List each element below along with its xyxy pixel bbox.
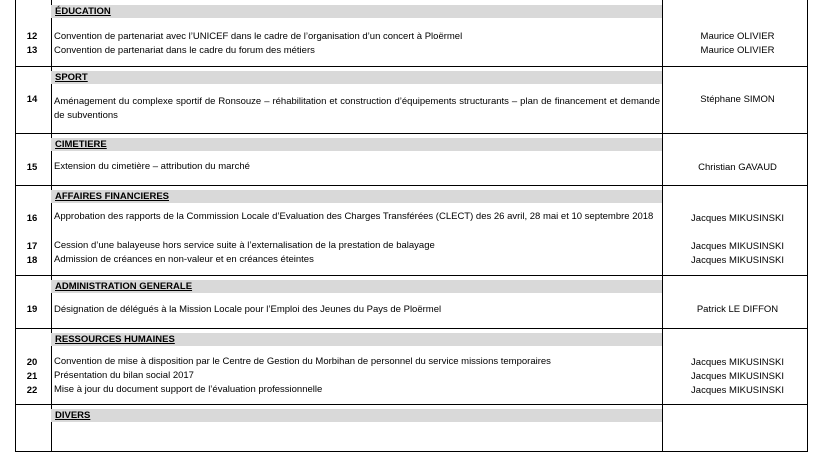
item-number: 17 bbox=[26, 241, 38, 252]
item-number: 19 bbox=[26, 304, 38, 315]
item-presenter: Jacques MIKUSINSKI bbox=[691, 213, 784, 224]
item-presenter: Jacques MIKUSINSKI bbox=[691, 241, 784, 252]
item-presenter: Maurice OLIVIER bbox=[700, 31, 775, 42]
table-row-border bbox=[15, 328, 808, 329]
item-number: 15 bbox=[26, 162, 38, 173]
section-title bbox=[51, 138, 662, 151]
item-subject: Convention de partenariat avec l’UNICEF dans le cadre de l’organisation d’un concert à Ploërmel bbox=[54, 31, 463, 42]
item-subject: Extension du cimetière – attribution du marché bbox=[54, 161, 250, 172]
table-row-border bbox=[15, 451, 808, 452]
section-title-label: ADMINISTRATION GENERALE bbox=[55, 281, 193, 292]
item-subject: Mise à jour du document support de l’évaluation professionnelle bbox=[54, 384, 323, 395]
item-subject: Convention de mise à disposition par le Centre de Gestion du Morbihan de personnel du service missions temporaires bbox=[54, 356, 551, 367]
item-number: 12 bbox=[26, 31, 38, 42]
item-presenter: Patrick LE DIFFON bbox=[696, 304, 779, 315]
item-number: 16 bbox=[26, 213, 38, 224]
section-title bbox=[51, 333, 662, 346]
item-presenter: Stéphane SIMON bbox=[700, 94, 775, 105]
table-row-border bbox=[15, 185, 808, 186]
item-subject: Approbation des rapports de la Commission Locale d’Evaluation des Charges Transférées (CLECT) des 26 avril, 28 mai et 10 septembre 2018 bbox=[54, 211, 654, 222]
item-number: 22 bbox=[26, 385, 38, 396]
item-subject: Cession d’une balayeuse hors service suite à l’externalisation de la prestation de balayage bbox=[54, 240, 435, 251]
section-title-label: RESSOURCES HUMAINES bbox=[55, 334, 175, 345]
item-subject: Convention de partenariat dans le cadre du forum des métiers bbox=[54, 45, 315, 56]
section-title-label: CIMETIERE bbox=[55, 139, 107, 150]
section-title bbox=[51, 409, 662, 422]
table-row-border bbox=[15, 404, 808, 405]
table-column-border bbox=[51, 0, 52, 452]
section-title-label: AFFAIRES FINANCIERES bbox=[55, 191, 170, 202]
item-presenter: Jacques MIKUSINSKI bbox=[691, 255, 784, 266]
item-number: 20 bbox=[26, 357, 38, 368]
item-presenter: Jacques MIKUSINSKI bbox=[691, 385, 784, 396]
item-subject: Désignation de délégués à la Mission Locale pour l’Emploi des Jeunes du Pays de Ploërmel bbox=[54, 304, 442, 315]
item-number: 18 bbox=[26, 255, 38, 266]
section-title bbox=[51, 190, 662, 203]
section-title bbox=[51, 5, 662, 18]
section-title-label: SPORT bbox=[55, 72, 88, 83]
item-number: 21 bbox=[26, 371, 38, 382]
item-subject: Admission de créances en non-valeur et en créances éteintes bbox=[54, 254, 314, 265]
item-presenter: Jacques MIKUSINSKI bbox=[691, 371, 784, 382]
section-title bbox=[51, 280, 662, 293]
item-number: 14 bbox=[26, 94, 38, 105]
item-number: 13 bbox=[26, 45, 38, 56]
item-subject: Aménagement du complexe sportif de Ronsouze – réhabilitation et construction d’équipements structurants – plan de financement et demande de subventions bbox=[54, 96, 660, 121]
table-row-border bbox=[15, 66, 808, 67]
section-title-label: DIVERS bbox=[55, 410, 91, 421]
item-presenter: Christian GAVAUD bbox=[698, 162, 777, 173]
table-row-border bbox=[15, 133, 808, 134]
table-column-border bbox=[662, 0, 663, 452]
item-presenter: Jacques MIKUSINSKI bbox=[691, 357, 784, 368]
item-subject: Présentation du bilan social 2017 bbox=[54, 370, 194, 381]
section-title-label: ÉDUCATION bbox=[55, 6, 111, 17]
section-title bbox=[51, 71, 662, 84]
table-row-border bbox=[15, 275, 808, 276]
item-presenter: Maurice OLIVIER bbox=[700, 45, 775, 56]
agenda-table bbox=[15, 0, 808, 452]
